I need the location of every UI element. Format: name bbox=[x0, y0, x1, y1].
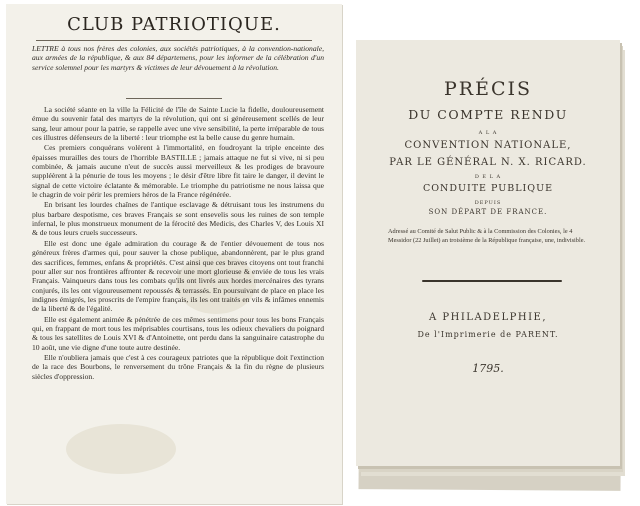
ornamental-rule bbox=[422, 280, 562, 282]
subtitle-compte-rendu: DU COMPTE RENDU bbox=[408, 107, 568, 122]
imprint-city: A PHILADELPHIE, bbox=[429, 312, 547, 323]
line-author: PAR LE GÉNÉRAL N. X. RICARD. bbox=[389, 157, 587, 168]
small-connector-depuis: DEPUIS bbox=[474, 200, 502, 206]
paper-stain bbox=[66, 424, 176, 474]
body-paragraph: Elle n'oubliera jamais que c'est à ces courageux patriotes que la république doit l'extinction de la race des Bourbons, le renversement du trône Français & la fin du règne de plusieurs siècles d'oppression. bbox=[32, 352, 324, 381]
title-precis: PRÉCIS bbox=[443, 78, 533, 100]
body-paragraph: Elle est également animée & pénétrée de ces mêmes sentimens pour tous les bons Français qui, en frappant de mort tous les méprisables courtisans, tous les odieux chevaliers du poignard & tous les satellites de Louis XVI & d'Antoinette, ont perdu dans la sanguinaire catastrophe du 10 août, une vie digne d'une toute autre destinée. bbox=[32, 314, 324, 352]
intro-rule bbox=[126, 98, 222, 99]
title-rule bbox=[36, 40, 312, 41]
left-document-page bbox=[6, 4, 342, 504]
line-conduite: CONDUITE PUBLIQUE bbox=[422, 183, 554, 194]
small-connector-de: D E L A bbox=[474, 174, 502, 180]
body-paragraph: Elle est donc une égale admiration du courage & de l'entier dévouement de tous nos généreux frères d'armes qui, pour sauver la chose publique, abandonnèrent, par le plus grand des sacrifices, femmes, enfans & propriétés. C'est ainsi que ces braves citoyens ont tout franchi pour aller sur nos frontières affronter & recevoir une mort glorieuse & enviée de tous les vrais Français. Vainqueurs dans tous les combats qu'ils ont livrés aux hordes mercénaires des tyrans conjurés, ils les ont vigoureusement repoussés & terrassés. En poursuivant de place en place les indignes émigrés, les proscrits de l'empire français, ils les ont traités en vils & infâmes ennemis de la liberté & de l'égalité. bbox=[32, 238, 324, 314]
address-description: Adressé au Comité de Salut Public & à la Commission des Colonies, le 4 Messidor (22 Juillet) an troisième de la République française, une, indivisible. bbox=[388, 228, 586, 244]
body-paragraph: Ces premiers conquérans volèrent à l'immortalité, en foudroyant la triple enceinte des épaisses murailles des tours de l'horrible BASTILLE ; jamais attaque ne fut si vive, ni si peu combinée, & jamais aucune n'eut de succès aussi merveilleux & les prodiges de bravoure suppléèrent à la pénurie de tous les moyens ; le désir d'être libre fit taire le danger, il devint le signal de cette victoire éclatante & mémorable. Le triomphe du patriotisme ne nous laissa que le chagrin de voir périr les premiers héros de la France régénérée. bbox=[32, 143, 324, 200]
line-convention: CONVENTION NATIONALE, bbox=[404, 140, 572, 151]
imprint-year: 1795. bbox=[472, 362, 504, 375]
document-title: CLUB PATRIOTIQUE. bbox=[67, 14, 281, 35]
body-paragraph: La société séante en la ville la Félicité de l'île de Sainte Lucie la fidelle, douloureusement émue du souvenir fatal des martyrs de la révolution, qui ont si généreusement scellés de leur sang, leur amour pour la patrie, se rappelle avec une vive sensibilité, la perte irréparable de tous ces illustres défenseurs de la liberté : leur triomphe est la belle cause du genre humain. bbox=[32, 105, 324, 143]
imprint-printer: De l'Imprimerie de PARENT. bbox=[417, 330, 559, 339]
small-connector-a: A L A bbox=[478, 130, 498, 136]
body-paragraph: En brisant les lourdes chaînes de l'antique esclavage & détruisant tous les instrumens du plus barbare despotisme, ces braves Français se sont ensevelis sous les ruines de son temple infernal, le plus monstrueux monument de la férocité des Medicis, des Charles V, des Louis XI & de tous leurs cruels successeurs. bbox=[32, 200, 324, 238]
letter-body bbox=[32, 105, 324, 382]
right-document-title-page bbox=[356, 40, 620, 466]
letter-intro: LETTRE à tous nos frères des colonies, aux sociétés patriotiques, à la convention-nationale, aux armées de la république, & aux 84 départemens, pour les informer de la célébration d'un service solemnel pour les martyrs & victimes de leur dévouement à la révolution. bbox=[32, 44, 324, 72]
line-depart: SON DÉPART DE FRANCE. bbox=[428, 208, 548, 216]
